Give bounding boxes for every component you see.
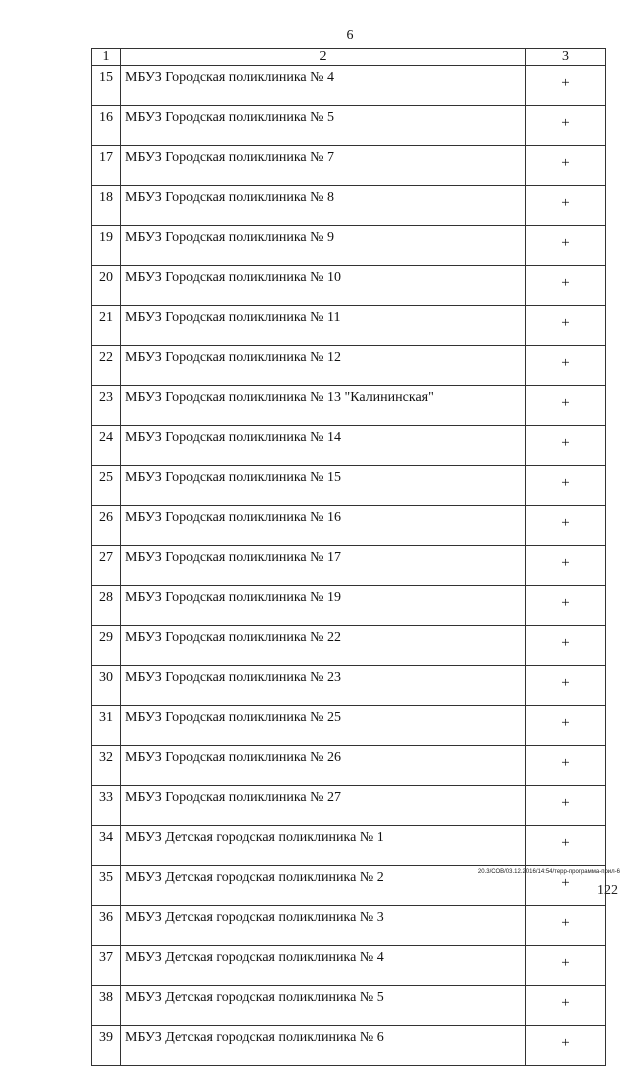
facility-name: МБУЗ Детская городская поликлиника № 4 (121, 946, 526, 986)
facility-name: МБУЗ Детская городская поликлиника № 3 (121, 906, 526, 946)
row-number: 36 (92, 906, 121, 946)
facility-name: МБУЗ Детская городская поликлиника № 2 (121, 866, 526, 906)
row-number: 28 (92, 586, 121, 626)
table-row (92, 106, 606, 146)
row-number: 16 (92, 106, 121, 146)
row-number: 37 (92, 946, 121, 986)
column-header-3: 3 (526, 49, 606, 66)
inclusion-mark: + (526, 66, 606, 106)
inclusion-mark: + (526, 706, 606, 746)
row-number: 25 (92, 466, 121, 506)
inclusion-mark: + (526, 146, 606, 186)
row-number: 30 (92, 666, 121, 706)
row-number: 20 (92, 266, 121, 306)
inclusion-mark: + (526, 826, 606, 866)
table-row (92, 426, 606, 466)
table-row (92, 906, 606, 946)
table-row (92, 826, 606, 866)
table-row (92, 706, 606, 746)
facility-name: МБУЗ Городская поликлиника № 12 (121, 346, 526, 386)
facility-name: МБУЗ Городская поликлиника № 17 (121, 546, 526, 586)
inclusion-mark: + (526, 1026, 606, 1066)
row-number: 39 (92, 1026, 121, 1066)
table-row (92, 786, 606, 826)
row-number: 19 (92, 226, 121, 266)
table-row (92, 226, 606, 266)
facilities-table (91, 48, 606, 1066)
inclusion-mark: + (526, 346, 606, 386)
facility-name: МБУЗ Городская поликлиника № 10 (121, 266, 526, 306)
table-row (92, 266, 606, 306)
column-header-1: 1 (92, 49, 121, 66)
table-row (92, 306, 606, 346)
inclusion-mark: + (526, 746, 606, 786)
facility-name: МБУЗ Городская поликлиника № 19 (121, 586, 526, 626)
inclusion-mark: + (526, 106, 606, 146)
inclusion-mark: + (526, 986, 606, 1026)
row-number: 17 (92, 146, 121, 186)
row-number: 21 (92, 306, 121, 346)
inclusion-mark: + (526, 786, 606, 826)
inclusion-mark: + (526, 306, 606, 346)
table-row (92, 746, 606, 786)
sheet-number: 122 (597, 883, 618, 898)
page-number: 6 (346, 28, 354, 43)
table-row (92, 466, 606, 506)
inclusion-mark: + (526, 946, 606, 986)
row-number: 27 (92, 546, 121, 586)
inclusion-mark: + (526, 186, 606, 226)
table-row (92, 66, 606, 106)
table-row (92, 986, 606, 1026)
inclusion-mark: + (526, 386, 606, 426)
table-row (92, 186, 606, 226)
table-body (92, 66, 606, 1066)
table-row (92, 386, 606, 426)
facility-name: МБУЗ Городская поликлиника № 23 (121, 666, 526, 706)
facility-name: МБУЗ Детская городская поликлиника № 5 (121, 986, 526, 1026)
facility-name: МБУЗ Городская поликлиника № 7 (121, 146, 526, 186)
table-row (92, 506, 606, 546)
row-number: 35 (92, 866, 121, 906)
facility-name: МБУЗ Городская поликлиника № 9 (121, 226, 526, 266)
row-number: 15 (92, 66, 121, 106)
facility-name: МБУЗ Городская поликлиника № 16 (121, 506, 526, 546)
facility-name: МБУЗ Городская поликлиника № 25 (121, 706, 526, 746)
inclusion-mark: + (526, 426, 606, 466)
facility-name: МБУЗ Городская поликлиника № 26 (121, 746, 526, 786)
row-number: 34 (92, 826, 121, 866)
row-number: 38 (92, 986, 121, 1026)
table-row (92, 546, 606, 586)
row-number: 33 (92, 786, 121, 826)
facility-name: МБУЗ Городская поликлиника № 14 (121, 426, 526, 466)
row-number: 29 (92, 626, 121, 666)
facility-name: МБУЗ Городская поликлиника № 15 (121, 466, 526, 506)
facility-name: МБУЗ Городская поликлиника № 11 (121, 306, 526, 346)
row-number: 32 (92, 746, 121, 786)
column-header-2: 2 (121, 49, 526, 66)
row-number: 18 (92, 186, 121, 226)
inclusion-mark: + (526, 266, 606, 306)
facility-name: МБУЗ Городская поликлиника № 22 (121, 626, 526, 666)
inclusion-mark: + (526, 666, 606, 706)
inclusion-mark: + (526, 506, 606, 546)
inclusion-mark: + (526, 226, 606, 266)
table-row (92, 346, 606, 386)
table-row (92, 946, 606, 986)
row-number: 22 (92, 346, 121, 386)
footer-stamp: 20.3/СОВ/03.12.2016/14:54/терр-программа-прил-6 (477, 869, 620, 875)
inclusion-mark: + (526, 906, 606, 946)
table-header-row (92, 49, 606, 66)
facility-name: МБУЗ Городская поликлиника № 4 (121, 66, 526, 106)
table-row (92, 626, 606, 666)
facility-name: МБУЗ Городская поликлиника № 27 (121, 786, 526, 826)
table-row (92, 1026, 606, 1066)
inclusion-mark: + (526, 586, 606, 626)
inclusion-mark: + (526, 546, 606, 586)
row-number: 26 (92, 506, 121, 546)
inclusion-mark: + (526, 466, 606, 506)
inclusion-mark: + (526, 626, 606, 666)
table-row (92, 666, 606, 706)
facility-name: МБУЗ Городская поликлиника № 5 (121, 106, 526, 146)
inclusion-mark: + (526, 866, 606, 906)
facility-name: МБУЗ Детская городская поликлиника № 6 (121, 1026, 526, 1066)
row-number: 31 (92, 706, 121, 746)
facility-name: МБУЗ Городская поликлиника № 8 (121, 186, 526, 226)
facility-name: МБУЗ Детская городская поликлиника № 1 (121, 826, 526, 866)
row-number: 24 (92, 426, 121, 466)
facility-name: МБУЗ Городская поликлиника № 13 "Калининская" (121, 386, 526, 426)
row-number: 23 (92, 386, 121, 426)
table-row (92, 586, 606, 626)
table-row (92, 146, 606, 186)
